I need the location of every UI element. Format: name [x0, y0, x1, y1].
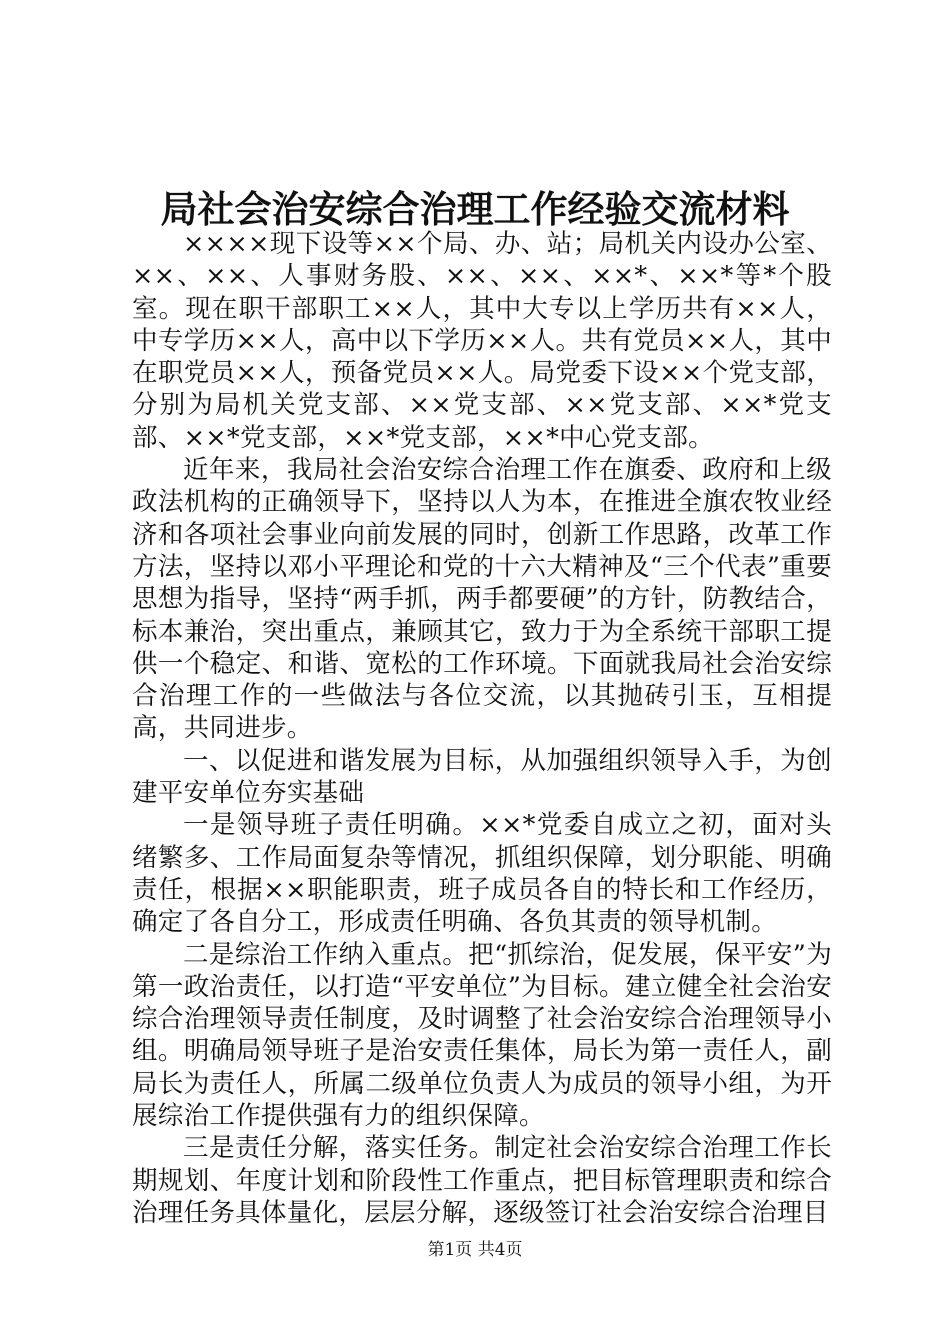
page-footer: 第1页 共4页	[427, 1240, 523, 1260]
section-heading-1: 一、以促进和谐发展为目标，从加强组织领导入手，为创建平安单位夯实基础	[132, 745, 832, 809]
paragraph-point-3: 三是责任分解，落实任务。制定社会治安综合治理工作长期规划、年度计划和阶段性工作重点，把目标管理职责和综合治理任务具体量化，层层分解，逐级签订社会治安综合治理目	[132, 1133, 832, 1228]
paragraph-point-2: 二是综治工作纳入重点。把“抓综治，促发展，保平安”为第一政治责任，以打造“平安单位”为目标。建立健全社会治安综合治理领导责任制度，及时调整了社会治安综合治理领导小组。明确局领导班子是治安责任集体，局长为第一责任人，副局长为责任人，所属二级单位负责人为成员的领导小组，为开展综治工作提供强有力的组织保障。	[132, 939, 832, 1132]
paragraph-point-1: 一是领导班子责任明确。××*党委自成立之初，面对头绪繁多、工作局面复杂等情况，抓组织保障，划分职能、明确责任，根据××职能职责，班子成员各自的特长和工作经历，确定了各自分工，形成责任明确、各负其责的领导机制。	[132, 810, 832, 938]
paragraph-introduction: 近年来，我局社会治安综合治理工作在旗委、政府和上级政法机构的正确领导下，坚持以人为本，在推进全旗农牧业经济和各项社会事业向前发展的同时，创新工作思路，改革工作方法，坚持以邓小平理论和党的十六大精神及“三个代表”重要思想为指导，坚持“两手抓，两手都要硬”的方针，防教结合，标本兼治，突出重点，兼顾其它，致力于为全系统干部职工提供一个稳定、和谐、宽松的工作环境。下面就我局社会治安综合治理工作的一些做法与各位交流，以其抛砖引玉，互相提高，共同进步。	[132, 455, 832, 744]
document-title: 局社会治安综合治理工作经验交流材料	[160, 187, 790, 231]
document-body	[132, 228, 832, 1229]
paragraph-overview: ××××现下设等××个局、办、站；局机关内设办公室、××、××、人事财务股、××、××、××*、××*等*个股室。现在职干部职工××人，其中大专以上学历共有××人，中专学历××人，高中以下学历××人。共有党员××人，其中在职党员××人，预备党员××人。局党委下设××个党支部，分别为局机关党支部、××党支部、××党支部、××*党支部、××*党支部，××*党支部，××*中心党支部。	[132, 229, 832, 453]
